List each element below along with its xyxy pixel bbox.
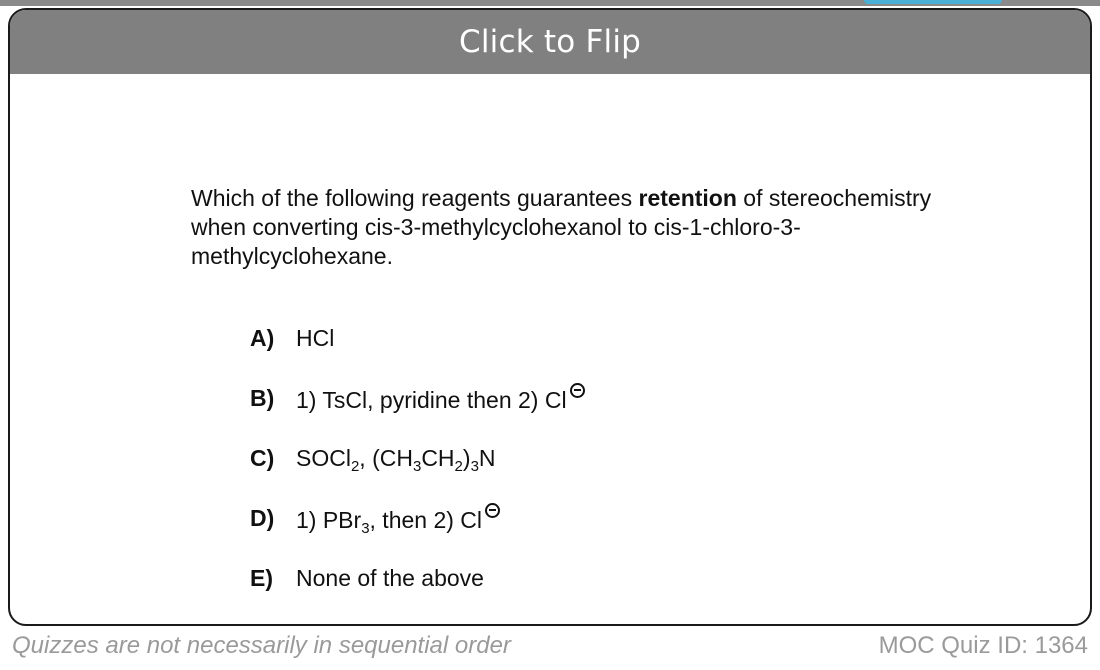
answer-options — [250, 308, 870, 608]
sequence-disclaimer: Quizzes are not necessarily in sequential order — [12, 632, 511, 659]
option-a — [250, 308, 870, 368]
option-letter: B) — [250, 384, 275, 411]
quiz-id: MOC Quiz ID: 1364 — [878, 632, 1088, 659]
option-letter: A) — [250, 324, 275, 351]
minus-circle-icon — [485, 503, 500, 518]
option-letter: C) — [250, 444, 275, 471]
option-text: HCl — [296, 324, 335, 351]
option-c — [250, 428, 870, 488]
option-e — [250, 548, 870, 608]
top-tab-indicator — [864, 0, 1002, 4]
option-text: 1) TsCl, pyridine then 2) Cl — [296, 383, 585, 414]
question-text — [191, 184, 951, 271]
option-text: None of the above — [296, 564, 484, 591]
question-text-before: Which of the following reagents guarantees — [191, 185, 639, 211]
option-letter: E) — [250, 564, 273, 591]
flashcard[interactable] — [8, 8, 1092, 626]
question-text-after: of stereochemistry when converting cis-3-methylcyclohexanol to cis-1-chloro-3-methylcyclohexane. — [191, 185, 932, 269]
option-text: 1) PBr$_3$, then 2) Cl — [296, 503, 500, 534]
minus-circle-icon — [570, 383, 585, 398]
option-text: SOCl$_2$, $(CH_3CH_2)_3N$ — [296, 444, 496, 475]
flip-bar[interactable] — [10, 10, 1090, 74]
question-emphasis: retention — [638, 185, 737, 211]
option-d — [250, 488, 870, 548]
flip-label: Click to Flip — [458, 24, 642, 60]
option-letter: D) — [250, 504, 275, 531]
option-b — [250, 368, 870, 428]
